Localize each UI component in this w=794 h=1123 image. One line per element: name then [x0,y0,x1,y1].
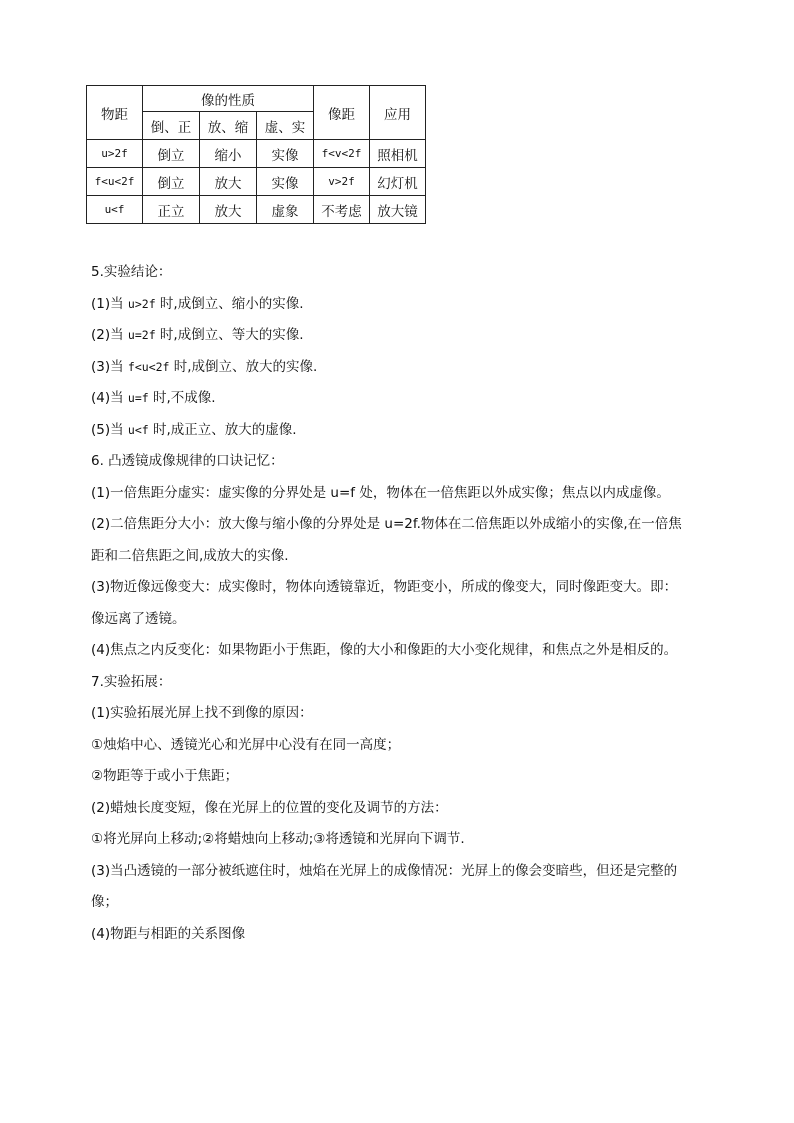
cell-nature: 虚象 [257,196,314,224]
cell-image-distance: f<v<2f [314,140,370,168]
extension-line: ①将光屏向上移动;②将蜡烛向上移动;③将透镜和光屏向下调节. [91,831,465,847]
header-application: 应用 [370,86,426,140]
cell-object-distance: u<f [87,196,143,224]
lens-imaging-table [86,85,426,224]
cell-image-distance: 不考虑 [314,196,370,224]
cell-nature: 实像 [257,140,314,168]
conclusion-item: (2)当 u=2f 时,成倒立、等大的实像. [91,327,304,343]
table-row [87,196,426,224]
extension-line: (4)物距与相距的关系图像 [91,925,246,942]
header-image-distance: 像距 [314,86,370,140]
cell-orientation: 倒立 [143,140,200,168]
section5-title: 5.实验结论： [91,264,172,280]
mnemonic-line: (3)物近像远像变大：成实像时，物体向透镜靠近，物距变小，所成的像变大，同时像距变大。即： [91,579,678,595]
extension-line: ①烛焰中心、透镜光心和光屏中心没有在同一高度； [91,736,401,753]
cell-size: 放大 [200,196,257,224]
cell-application: 放大镜 [370,196,426,224]
header-object-distance: 物距 [87,86,143,140]
mnemonic-line: (2)二倍焦距分大小：放大像与缩小像的分界处是 u=2f.物体在二倍焦距以外成缩小的实像,在一倍焦 [91,516,682,532]
extension-line: ②物距等于或小于焦距； [91,768,239,784]
header-real-virtual: 虚、实 [257,112,314,140]
cell-orientation: 正立 [143,196,200,224]
mnemonic-line: 距和二倍焦距之间,成放大的实像. [91,547,289,564]
section7-title: 7.实验拓展： [91,673,172,690]
cell-application: 照相机 [370,140,426,168]
extension-line: (3)当凸透镜的一部分被纸遮住时，烛焰在光屏上的成像情况：光屏上的像会变暗些，但还是完整的 [91,862,678,879]
cell-size: 缩小 [200,140,257,168]
cell-size: 放大 [200,168,257,196]
header-size: 放、缩 [200,112,257,140]
conclusion-item: (5)当 u<f 时,成正立、放大的虚像. [91,421,297,438]
header-orientation: 倒、正 [143,112,200,140]
cell-orientation: 倒立 [143,168,200,196]
cell-object-distance: u>2f [87,140,143,168]
conclusion-item: (4)当 u=f 时,不成像. [91,390,216,406]
header-image-property: 像的性质 [143,86,314,112]
table-row [87,168,426,196]
conclusion-item: (1)当 u>2f 时,成倒立、缩小的实像. [91,295,304,312]
conclusion-item: (3)当 f<u<2f 时,成倒立、放大的实像. [91,358,318,375]
cell-object-distance: f<u<2f [87,168,143,196]
extension-line: (2)蜡烛长度变短，像在光屏上的位置的变化及调节的方法： [91,799,448,816]
mnemonic-line: (4)焦点之内反变化：如果物距小于焦距，像的大小和像距的大小变化规律，和焦点之外是相反的。 [91,642,678,658]
extension-line: 像； [91,894,118,910]
cell-nature: 实像 [257,168,314,196]
mnemonic-line: (1)一倍焦距分虚实：虚实像的分界处是 u=f 处，物体在一倍焦距以外成实像；焦点以内成虚像。 [91,484,670,501]
table-row [87,140,426,168]
section6-title: 6. 凸透镜成像规律的口诀记忆： [91,453,284,469]
cell-application: 幻灯机 [370,168,426,196]
extension-line: (1)实验拓展光屏上找不到像的原因： [91,705,313,721]
mnemonic-line: 像远离了透镜。 [91,610,186,627]
cell-image-distance: v>2f [314,168,370,196]
body-text [91,257,731,950]
